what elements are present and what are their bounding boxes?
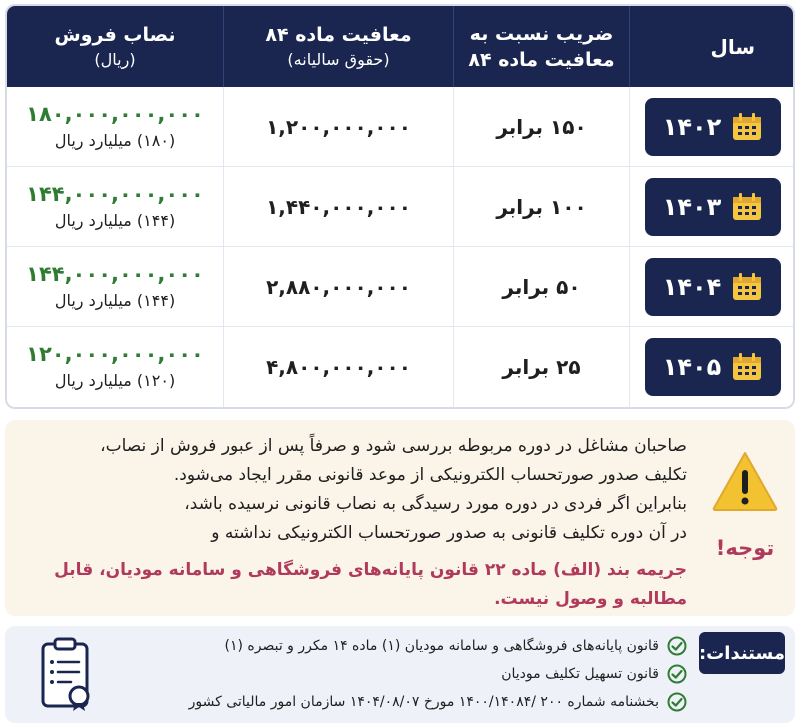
table-row (7, 327, 793, 407)
list-item (187, 688, 687, 716)
year-value: ۱۴۰۳ (662, 193, 722, 221)
table-row (7, 87, 793, 167)
sales-cell (7, 327, 223, 407)
check-circle-icon (667, 636, 687, 656)
notice-box (5, 420, 795, 616)
year-cell (629, 167, 793, 247)
reference-text: بخشنامه شماره ۲۰۰ /۱۴۰۰/۱۴۰۸۴ مورخ ۱۴۰۴/۰۸/۰۷ سازمان امور مالیاتی کشور (188, 694, 659, 710)
calendar-icon (731, 192, 763, 222)
check-circle-icon (667, 692, 687, 712)
year-value: ۱۴۰۲ (662, 113, 722, 141)
header-ratio: ضریب نسبت به معافیت ماده ۸۴ (453, 6, 629, 87)
year-cell (629, 247, 793, 327)
exemption-value: ۱,۲۰۰,۰۰۰,۰۰۰ (266, 115, 411, 139)
sales-threshold-note: (۱۴۴) میلیارد ریال (54, 211, 176, 230)
exemption-cell (223, 167, 453, 247)
header-sales-threshold: نصاب فروش (ریال) (54, 23, 176, 69)
year-value: ۱۴۰۴ (662, 273, 722, 301)
sales-threshold-note: (۱۴۴) میلیارد ریال (54, 291, 176, 310)
sales-threshold-table (5, 4, 795, 409)
reference-text: قانون تسهیل تکلیف مودیان (501, 666, 659, 682)
list-item (187, 632, 687, 660)
notice-line: تکلیف صدور صورتحساب الکترونیکی از موعد قانونی مقرر ایجاد می‌شود. (173, 465, 687, 485)
reference-text: قانون پایانه‌های فروشگاهی و سامانه مودیان (۱) ماده ۱۴ مکرر و تبصره (۱) (224, 638, 659, 654)
clipboard-icon (39, 636, 95, 712)
sales-threshold-value: ۱۲۰,۰۰۰,۰۰۰,۰۰۰ (26, 342, 204, 366)
table-row (7, 167, 793, 247)
year-cell (629, 87, 793, 167)
list-item (187, 660, 687, 688)
notice-line: بنابراین اگر فردی در دوره مورد رسیدگی به نصاب قانونی نرسیده باشد، (184, 494, 687, 514)
notice-label: توجه! (715, 536, 775, 560)
warning-icon (711, 450, 779, 512)
year-badge (645, 98, 781, 156)
ratio-cell (453, 167, 629, 247)
sales-threshold-value: ۱۴۴,۰۰۰,۰۰۰,۰۰۰ (26, 182, 204, 206)
header-year: سال (629, 6, 793, 87)
ratio-cell (453, 327, 629, 407)
year-badge (645, 258, 781, 316)
ratio-cell (453, 247, 629, 327)
ratio-value: ۵۰ برابر (502, 275, 581, 299)
notice-line: صاحبان مشاغل در دوره مربوطه بررسی شود و صرفاً پس از عبور فروش از نصاب، (100, 436, 687, 456)
header-exemption: معافیت ماده ۸۴ (حقوق سالیانه) (223, 6, 453, 87)
sales-threshold-note: (۱۲۰) میلیارد ریال (54, 371, 176, 390)
ratio-cell (453, 87, 629, 167)
check-circle-icon (667, 664, 687, 684)
ratio-value: ۱۵۰ برابر (496, 115, 587, 139)
notice-penalty-line: جریمه بند (الف) ماده ۲۲ قانون پایانه‌های فروشگاهی و سامانه مودیان، قابل مطالبه و وصول نیست. (54, 560, 687, 609)
references-box (5, 626, 795, 723)
notice-line: در آن دوره تکلیف قانونی به صدور صورتحساب الکترونیکی نداشته و (211, 523, 687, 543)
sales-cell (7, 167, 223, 247)
year-badge (645, 338, 781, 396)
year-cell (629, 327, 793, 407)
exemption-value: ۱,۴۴۰,۰۰۰,۰۰۰ (266, 195, 411, 219)
year-value: ۱۴۰۵ (662, 353, 722, 381)
references-label: مستندات: (699, 632, 785, 674)
calendar-icon (731, 272, 763, 302)
table-body (7, 87, 793, 407)
sales-threshold-value: ۱۸۰,۰۰۰,۰۰۰,۰۰۰ (26, 102, 204, 126)
calendar-icon (731, 112, 763, 142)
notice-text (27, 432, 687, 614)
exemption-value: ۲,۸۸۰,۰۰۰,۰۰۰ (266, 275, 411, 299)
calendar-icon (731, 352, 763, 382)
sales-cell (7, 247, 223, 327)
ratio-value: ۲۵ برابر (502, 355, 581, 379)
exemption-cell (223, 87, 453, 167)
table-header (7, 6, 793, 87)
sales-threshold-note: (۱۸۰) میلیارد ریال (54, 131, 176, 150)
notice-badge (709, 446, 781, 596)
exemption-cell (223, 327, 453, 407)
ratio-value: ۱۰۰ برابر (496, 195, 587, 219)
year-badge (645, 178, 781, 236)
table-row (7, 247, 793, 327)
sales-threshold-value: ۱۴۴,۰۰۰,۰۰۰,۰۰۰ (26, 262, 204, 286)
exemption-cell (223, 247, 453, 327)
sales-cell (7, 87, 223, 167)
exemption-value: ۴,۸۰۰,۰۰۰,۰۰۰ (266, 355, 411, 379)
references-list (187, 632, 687, 716)
